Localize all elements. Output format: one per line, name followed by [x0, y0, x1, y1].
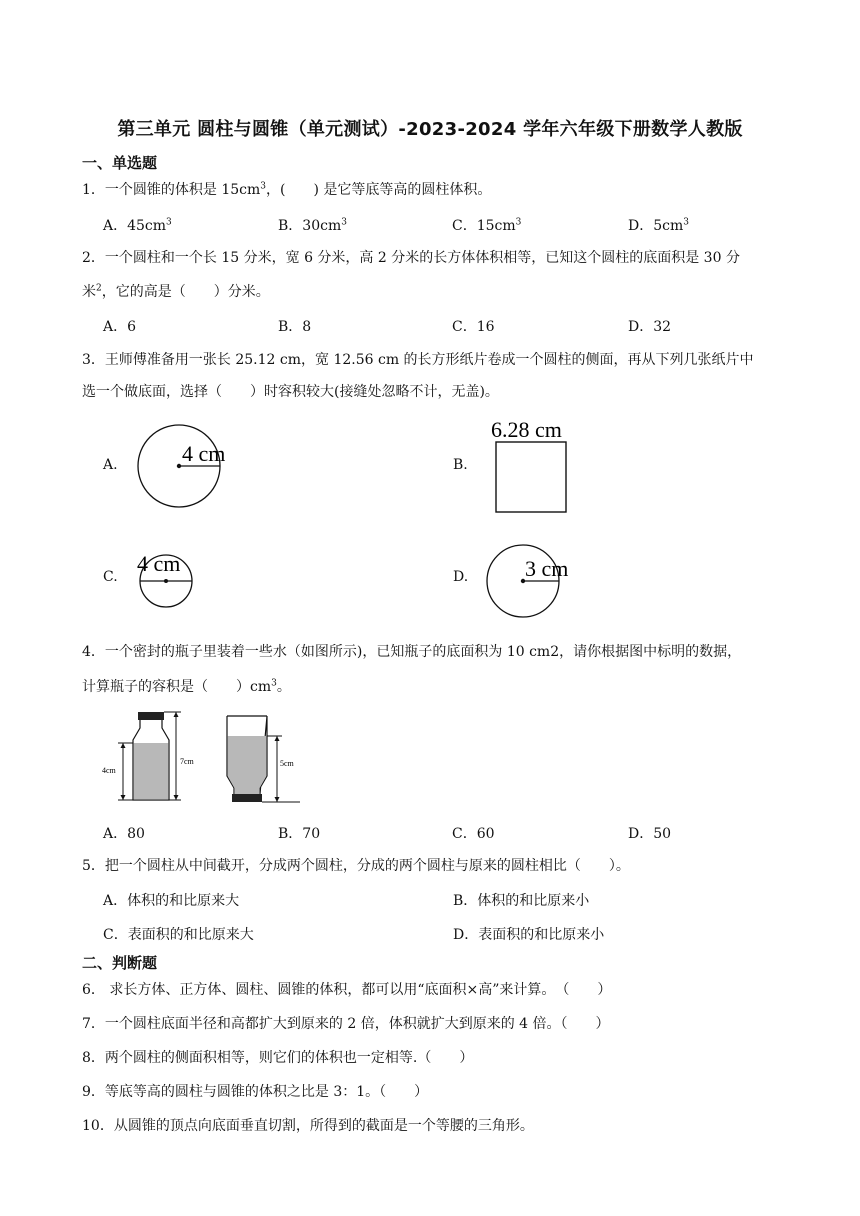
question-7: 7．一个圆柱底面半径和高都扩大到原来的 2 倍，体积就扩大到原来的 4 倍。（ ）	[82, 1016, 610, 1032]
q3-figure-a-circle	[130, 420, 260, 520]
question-1-sup: 3	[260, 181, 267, 192]
question-8: 8．两个圆柱的侧面积相等，则它们的体积也一定相等.（ ）	[82, 1050, 474, 1066]
q3-figure-b-label: 6.28 cm	[491, 418, 562, 442]
q1-option-a[interactable]: A．$45cm^3$	[103, 217, 172, 234]
q5-option-b[interactable]: B．体积的和比原来小	[453, 893, 590, 909]
q3-figure-c-label: 4 cm	[137, 551, 181, 576]
q4-option-a[interactable]: A．80	[103, 826, 145, 842]
q2-option-c[interactable]: C．16	[452, 319, 495, 335]
label-water-height: 4cm	[102, 766, 116, 775]
q4-bottle-figure	[100, 708, 310, 808]
q3-option-b[interactable]: B.	[453, 457, 468, 473]
q3-figure-b-square	[488, 418, 598, 518]
question-1	[82, 180, 491, 200]
q3-option-c[interactable]: C.	[103, 569, 118, 585]
question-2-line-1: 2．一个圆柱和一个长 15 分米，宽 6 分米，高 2 分米的长方体体积相等，已知这个圆柱的底面积是 30 分	[82, 250, 740, 266]
q3-figure-c-circle	[130, 548, 210, 613]
q5-option-c[interactable]: C．表面积的和比原来大	[103, 927, 254, 943]
question-6: 6． 求长方体、正方体、圆柱、圆锥的体积，都可以用“底面积×高”来计算。 （ ）	[82, 982, 612, 998]
q4-option-d[interactable]: D．50	[628, 826, 672, 842]
q5-option-d[interactable]: D．表面积的和比原来小	[453, 927, 605, 943]
question-3-line-1: 3．王师傅准备用一张长 25.12 cm，宽 12.56 cm 的长方形纸片卷成一个圆柱的侧面，再从下列几张纸片中	[82, 352, 754, 368]
question-4-line-2: 计算瓶子的容积是（ ）$cm^3$。	[82, 678, 291, 695]
q2-option-a[interactable]: A．6	[103, 319, 137, 335]
label-air-height: 5cm	[280, 759, 294, 768]
question-1-text-b: ，( ) 是它等底等高的圆柱体积。	[266, 182, 492, 198]
q2-option-d[interactable]: D．32	[628, 319, 672, 335]
bottle-1-cap	[138, 712, 164, 720]
question-3-line-2: 选一个做底面，选择（ ）时容积较大(接缝处忽略不计，无盖)。	[82, 384, 499, 400]
q2-option-b[interactable]: B．8	[278, 319, 312, 335]
q1-option-d[interactable]: D．$5cm^3$	[628, 217, 689, 234]
page-title: 第三单元 圆柱与圆锥（单元测试）-2023-2024 学年六年级下册数学人教版	[117, 119, 743, 140]
question-2-line-2: 米$^2$，它的高是（ ）分米。	[82, 283, 270, 300]
section-heading-single-choice: 一、单选题	[82, 154, 158, 172]
label-total-height: 7cm	[180, 757, 194, 766]
bottle-2-cap	[232, 794, 262, 802]
q3-option-a[interactable]: A.	[103, 457, 118, 473]
question-4-line-1: 4．一个密封的瓶子里装着一些水（如图所示)，已知瓶子的底面积为 10 cm2，请你根据图中标明的数据，	[82, 644, 742, 660]
bottle-2-water	[228, 736, 267, 794]
q3-figure-d-label: 3 cm	[525, 556, 569, 581]
question-9: 9．等底等高的圆柱与圆锥的体积之比是 3：1。（ ）	[82, 1084, 429, 1100]
q3-figure-d-circle	[483, 540, 593, 625]
q4-option-c[interactable]: C．60	[452, 826, 495, 842]
q5-option-a[interactable]: A．体积的和比原来大	[103, 893, 240, 909]
section-heading-true-false: 二、判断题	[82, 954, 158, 972]
q4-option-b[interactable]: B．70	[278, 826, 321, 842]
bottle-1-water	[134, 743, 169, 800]
q3-figure-a-label: 4 cm	[182, 441, 226, 466]
q3-option-d[interactable]: D.	[453, 569, 469, 585]
q1-option-b[interactable]: B．$30cm^3$	[278, 217, 347, 234]
q1-option-c[interactable]: C．$15cm^3$	[452, 217, 522, 234]
question-5: 5．把一个圆柱从中间截开，分成两个圆柱，分成的两个圆柱与原来的圆柱相比（ ）。	[82, 858, 630, 874]
question-1-text-a: 1．一个圆锥的体积是 15cm	[82, 182, 261, 198]
question-10: 10．从圆锥的顶点向底面垂直切割，所得到的截面是一个等腰的三角形。	[82, 1118, 534, 1134]
